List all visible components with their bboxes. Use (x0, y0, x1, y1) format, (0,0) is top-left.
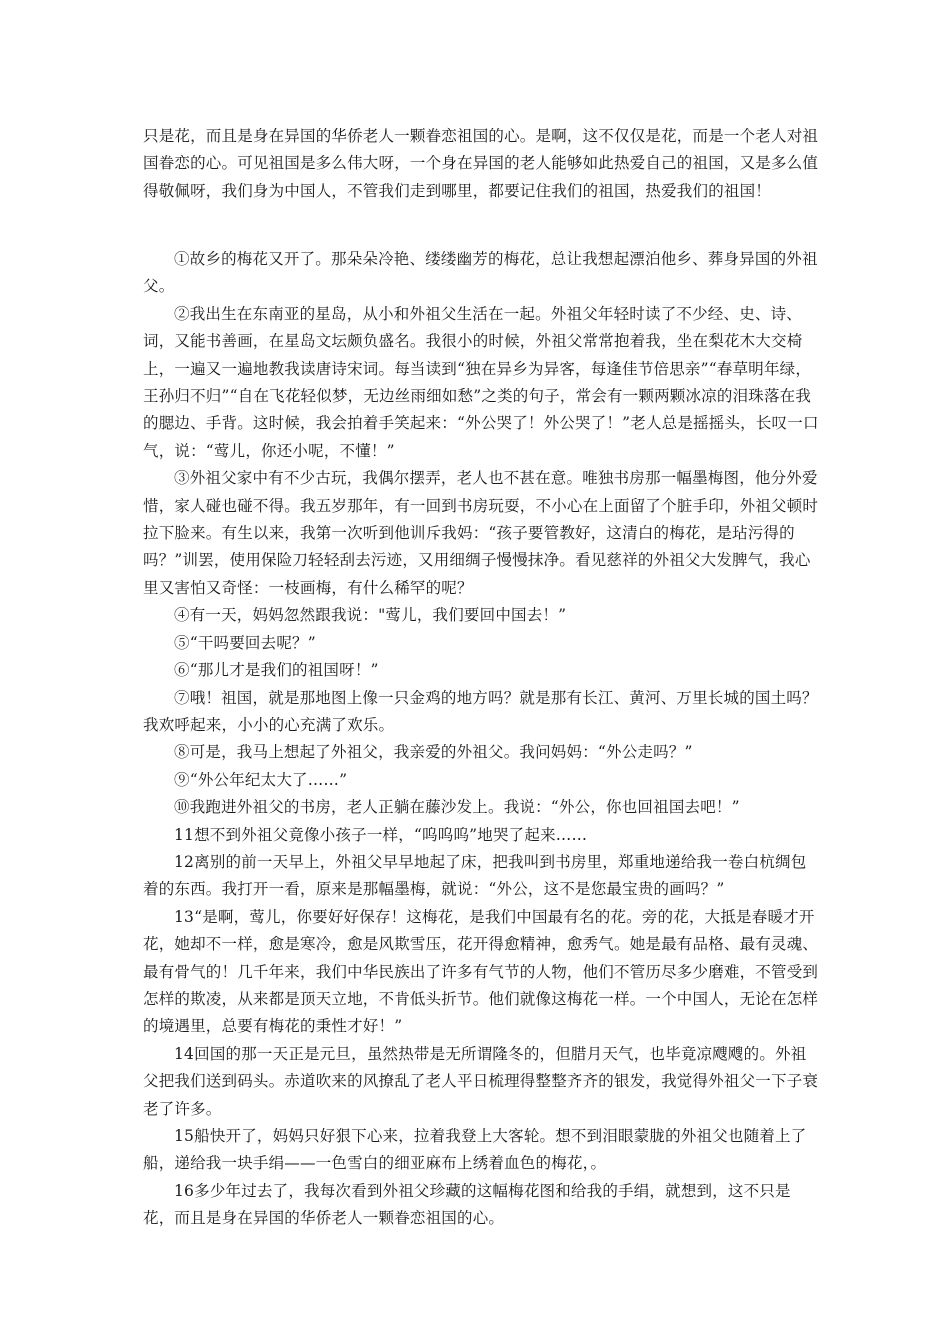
paragraph-13: 13“是啊，莺儿，你要好好保存！这梅花，是我们中国最有名的花。旁的花，大抵是春暖才开花，她却不一样，愈是寒冷，愈是风欺雪压，花开得愈精神，愈秀气。她是最有品格、最有灵魂、最有骨气的！几千年来，我们中华民族出了许多有气节的人物，他们不管历尽多少磨难，不管受到怎样的欺凌，从来都是顶天立地，不肯低头折节。他们就像这梅花一样。一个中国人，无论在怎样的境遇里，总要有梅花的秉性才好！” (143, 907, 819, 1036)
paragraph-9: ⑨“外公年纪太大了……” (174, 770, 348, 789)
paragraph-1: ①故乡的梅花又开了。那朵朵冷艳、缕缕幽芳的梅花，总让我想起漂泊他乡、葬身异国的外祖父。 (143, 250, 818, 296)
intro-paragraph: 只是花，而且是身在异国的华侨老人一颗眷恋祖国的心。是啊，这不仅仅是花，而是一个老人对祖国眷恋的心。可见祖国是多么伟大呀，一个身在异国的老人能够如此热爱自己的祖国，又是多么值得敬佩呀，我们身为中国人，不管我们走到哪里，都要记住我们的祖国，热爱我们的祖国！ (143, 127, 819, 200)
paragraph-2: ②我出生在东南亚的星岛，从小和外祖父生活在一起。外祖父年轻时读了不少经、史、诗、词，又能书善画，在星岛文坛颇负盛名。我很小的时候，外祖父常常抱着我，坐在梨花木大交椅上，一遍又一遍地教我读唐诗宋词。每当读到“独在异乡为异客，每逢佳节倍思亲”“春草明年绿，王孙归不归”“自在飞花轻似梦，无边丝雨细如愁”之类的句子，常会有一颗两颗冰凉的泪珠落在我的腮边、手背。这时候，我会拍着手笑起来：“外公哭了！外公哭了！”老人总是摇摇头，长叹一口气，说：“莺儿，你还小呢，不懂！” (143, 304, 819, 460)
paragraph-4: ④有一天，妈妈忽然跟我说："莺儿，我们要回中国去！” (174, 606, 567, 625)
paragraph-12: 12离别的前一天早上，外祖父早早地起了床，把我叫到书房里，郑重地递给我一卷白杭绸包着的东西。我打开一看，原来是那幅墨梅，就说：“外公，这不是您最宝贵的画吗？” (143, 852, 807, 899)
paragraph-16: 16多少年过去了，我每次看到外祖父珍藏的这幅梅花图和给我的手绢，就想到，这不只是花，而且是身在异国的华侨老人一颗眷恋祖国的心。 (143, 1181, 791, 1228)
intro-section (143, 123, 819, 205)
paragraph-11: 11想不到外祖父竟像小孩子一样，“呜呜呜”地哭了起来…… (174, 825, 588, 844)
paragraph-8: ⑧可是，我马上想起了外祖父，我亲爱的外祖父。我问妈妈：“外公走吗？” (174, 743, 693, 762)
paragraph-6: ⑥“那儿才是我们的祖国呀！” (174, 661, 379, 680)
paragraph-10: ⑩我跑进外祖父的书房，老人正躺在藤沙发上。我说：“外公，你也回祖国去吧！” (174, 798, 740, 817)
paragraph-5: ⑤“干吗要回去呢？” (174, 633, 316, 652)
story-section (143, 246, 819, 1233)
paragraph-14: 14回国的那一天正是元旦，虽然热带是无所谓隆冬的，但腊月天气，也毕竟凉飕飕的。外祖父把我们送到码头。赤道吹来的风撩乱了老人平日梳理得整整齐齐的银发，我觉得外祖父一下子衰老了许多。 (143, 1044, 819, 1118)
paragraph-3: ③外祖父家中有不少古玩，我偶尔摆弄，老人也不甚在意。唯独书房那一幅墨梅图，他分外爱惜，家人碰也碰不得。我五岁那年，有一回到书房玩耍，不小心在上面留了个脏手印，外祖父顿时拉下脸来。有生以来，我第一次听到他训斥我妈：“孩子要管教好，这清白的梅花，是玷污得的吗？”训罢，使用保险刀轻轻刮去污迹，又用细绸子慢慢抹净。看见慈祥的外祖父大发脾气，我心里又害怕又奇怪：一枝画梅，有什么稀罕的呢？ (143, 469, 819, 597)
paragraph-15: 15船快开了，妈妈只好狠下心来，拉着我登上大客轮。想不到泪眼蒙胧的外祖父也随着上了船，递给我一块手绢——一色雪白的细亚麻布上绣着血色的梅花，。 (143, 1127, 807, 1173)
paragraph-7: ⑦哦！祖国，就是那地图上像一只金鸡的地方吗？就是那有长江、黄河、万里长城的国土吗？我欢呼起来，小小的心充满了欢乐。 (143, 688, 818, 734)
